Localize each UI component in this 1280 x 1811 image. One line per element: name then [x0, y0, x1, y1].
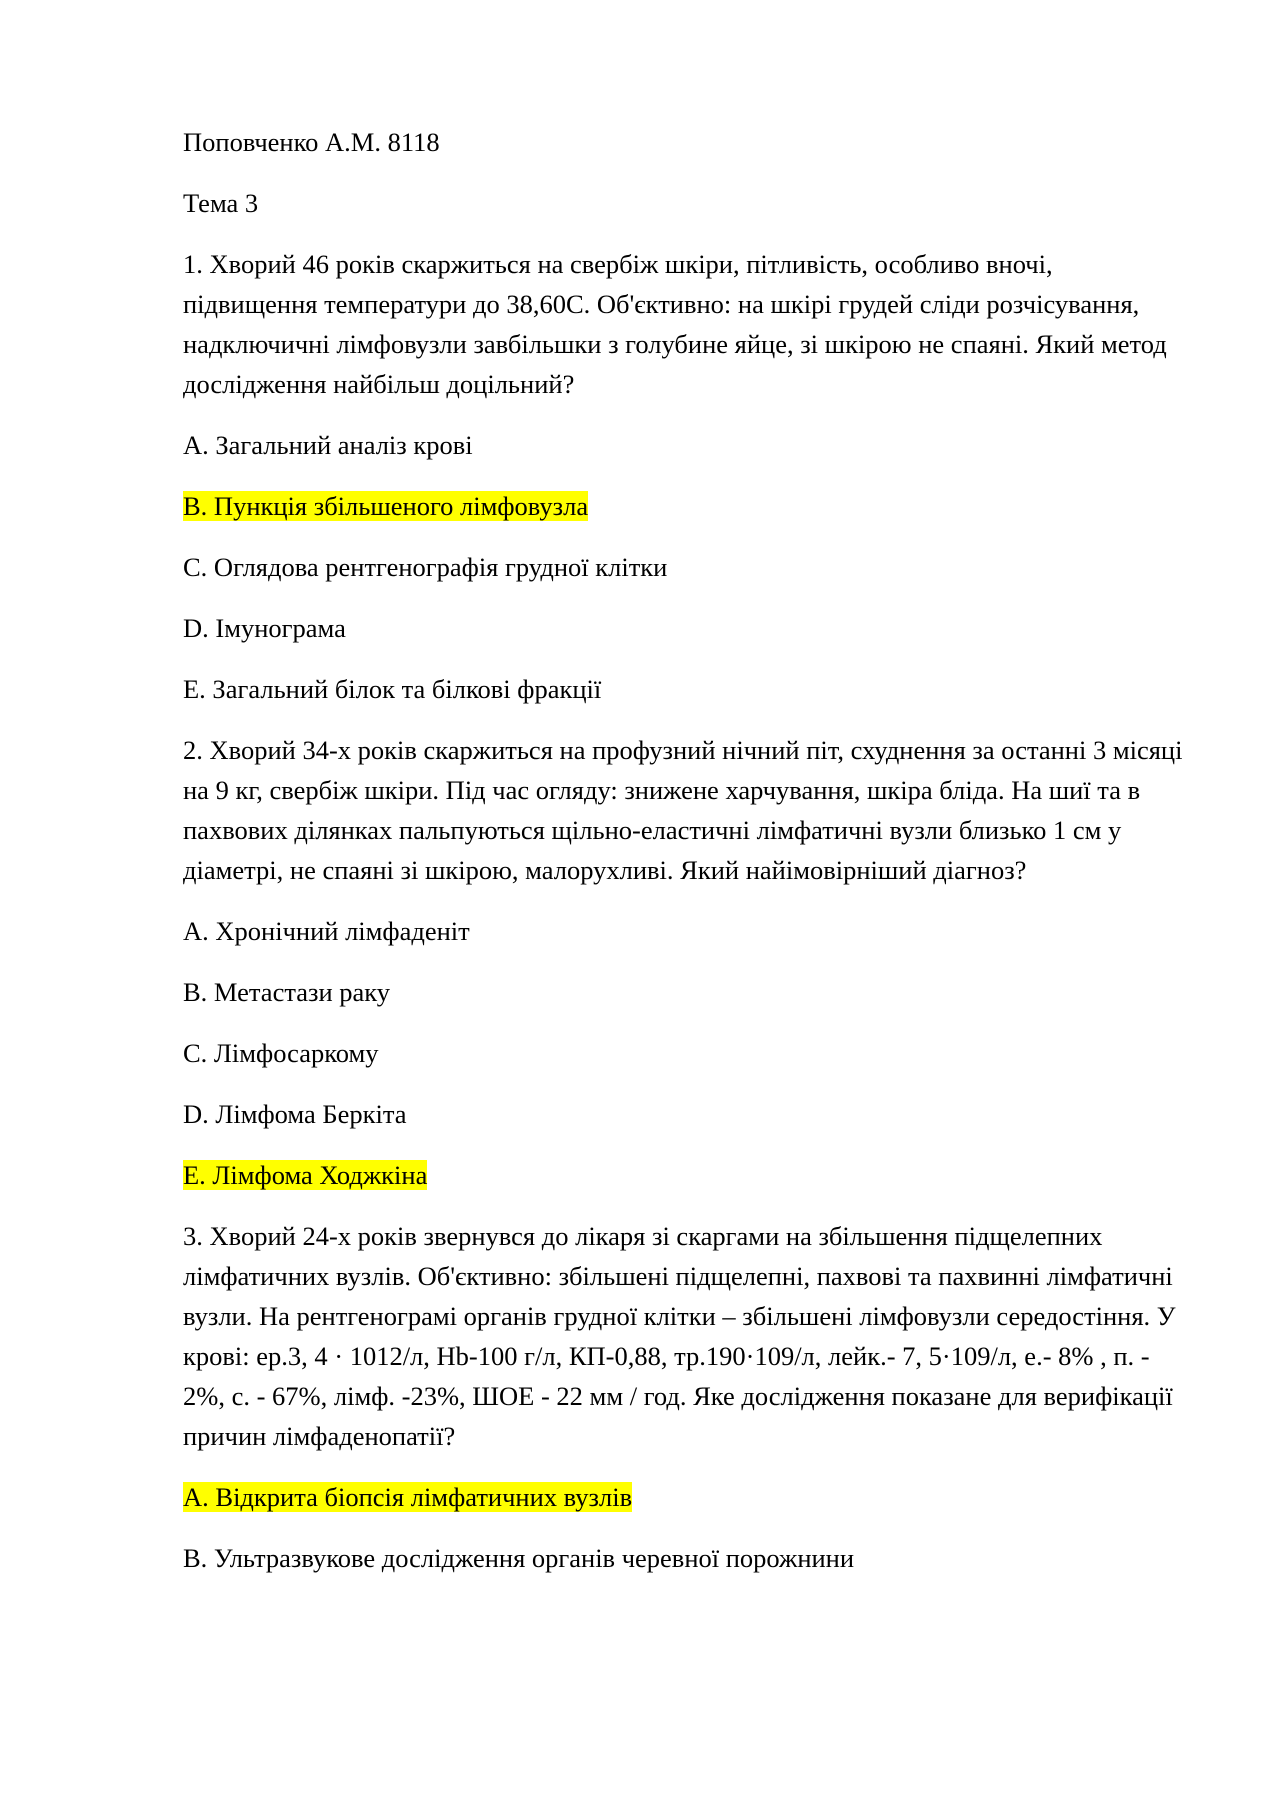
option-text: D. Лімфома Беркіта: [183, 1099, 407, 1129]
topic-heading: Тема 3: [183, 188, 259, 218]
question-2-option-a: [183, 911, 1183, 951]
option-text: D. Імунограма: [183, 613, 346, 643]
question-1-option-e: [183, 669, 1183, 709]
question-2-option-d: [183, 1094, 1183, 1134]
option-text: А. Загальний аналіз крові: [183, 430, 473, 460]
question-2-text: 2. Хворий 34-х років скаржиться на профузний нічний піт, схуднення за останні 3 місяці на 9 кг, свербіж шкіри. Під час огляду: знижене харчування, шкіра бліда. На шиї та в пахвових ділянках пальпуються щільно-еластичні лімфатичні вузли близько 1 см у діаметрі, не спаяні зі шкірою, малорухливі. Який найімовірніший діагноз?: [183, 735, 1183, 885]
question-3-option-b: [183, 1538, 1183, 1578]
question-1-option-c: [183, 547, 1183, 587]
option-text: А. Хронічний лімфаденіт: [183, 916, 470, 946]
option-text: С. Лімфосаркому: [183, 1038, 379, 1068]
question-1-option-b-correct: [183, 486, 1183, 526]
option-text: В. Ультразвукове дослідження органів черевної порожнини: [183, 1543, 855, 1573]
question-1-text: 1. Хворий 46 років скаржиться на свербіж шкіри, пітливість, особливо вночі, підвищення температури до 38,60С. Об'єктивно: на шкірі грудей сліди розчісування, надключичні лімфовузли завбільшки з голубине яйце, зі шкірою не спаяні. Який метод дослідження найбільш доцільний?: [183, 249, 1167, 399]
question-2-option-c: [183, 1033, 1183, 1073]
question-3-text: 3. Хворий 24-х років звернувся до лікаря зі скаргами на збільшення підщелепних лімфатичних вузлів. Об'єктивно: збільшені підщелепні, пахвові та пахвинні лімфатичні вузли. На рентгенограмі органів грудної клітки – збільшені лімфовузли середостіння. У крові: ер.3, 4 · 1012/л, Hb-100 г/л, КП-0,88, тр.190·109/л, лейк.- 7, 5·109/л, е.- 8% , п. - 2%, с. - 67%, лімф. -23%, ШОЕ - 22 мм / год. Яке дослідження показане для верифікації причин лімфаденопатії?: [183, 1221, 1176, 1451]
option-text: Е. Загальний білок та білкові фракції: [183, 674, 602, 704]
author-line: Поповченко А.М. 8118: [183, 127, 440, 157]
highlighted-answer: Е. Лімфома Ходжкіна: [183, 1160, 428, 1190]
highlighted-answer: В. Пункція збільшеного лімфовузла: [183, 491, 589, 521]
question-2-option-b: [183, 972, 1183, 1012]
document-body: [183, 122, 1183, 1599]
option-text: С. Оглядова рентгенографія грудної клітки: [183, 552, 668, 582]
question-1-option-d: [183, 608, 1183, 648]
question-2-option-e-correct: [183, 1155, 1183, 1195]
highlighted-answer: А. Відкрита біопсія лімфатичних вузлів: [183, 1482, 633, 1512]
question-1-option-a: [183, 425, 1183, 465]
question-3-option-a-correct: [183, 1477, 1183, 1517]
option-text: В. Метастази раку: [183, 977, 391, 1007]
